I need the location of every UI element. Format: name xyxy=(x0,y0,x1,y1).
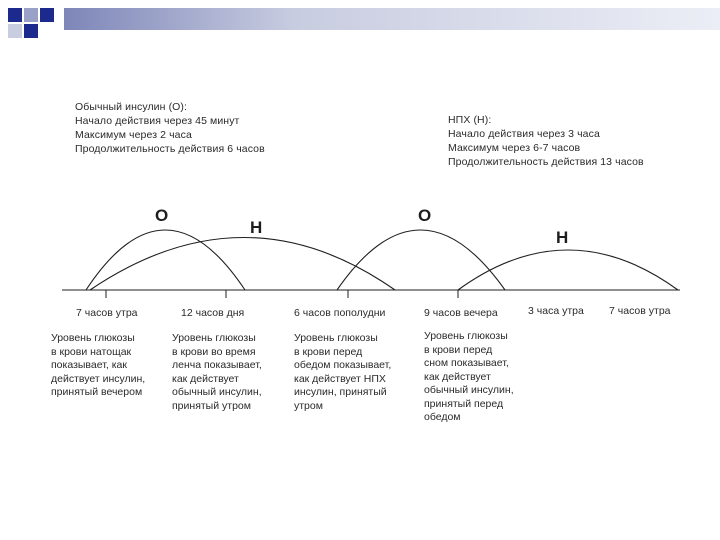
note-lunch xyxy=(172,332,262,413)
note-line: обедом показывает, xyxy=(294,359,392,371)
note-line: инсулин, принятый xyxy=(294,386,387,398)
note-fasting xyxy=(51,332,145,400)
note-line: обычный инсулин, xyxy=(424,384,514,396)
note-line: утром xyxy=(294,399,323,412)
note-line: сном показывает, xyxy=(424,357,509,369)
time-label-12pm: 12 часов дня xyxy=(181,307,245,319)
curve-label-nph-evening: Н xyxy=(556,228,569,247)
curve-label-nph-morning: Н xyxy=(250,218,263,237)
note-line: принятый утром xyxy=(172,399,251,412)
note-line: принятый вечером xyxy=(51,386,143,398)
note-line: в крови перед xyxy=(294,345,363,358)
note-line: показывает, как xyxy=(51,359,127,371)
curve-label-regular-morning: О xyxy=(155,206,169,225)
note-line: в крови во время xyxy=(172,345,256,358)
note-line: в крови натощак xyxy=(51,345,132,358)
note-line: обедом xyxy=(424,411,461,423)
nph-curve-morning xyxy=(90,238,395,291)
legend-regular-line: Максимум через 2 часа xyxy=(75,129,192,141)
time-label-6pm: 6 часов пополудни xyxy=(294,307,386,319)
legend-nph-line: Начало действия через 3 часа xyxy=(448,128,600,140)
legend-regular-line: Начало действия через 45 минут xyxy=(75,115,240,127)
legend-nph-line: Продолжительность действия 13 часов xyxy=(448,156,644,168)
note-line: в крови перед xyxy=(424,343,493,356)
note-line: Уровень глюкозы xyxy=(424,330,508,342)
legend-regular-line: Обычный инсулин (О): xyxy=(75,101,188,113)
note-bedtime xyxy=(424,330,514,425)
note-line: принятый перед xyxy=(424,397,504,410)
note-line: как действует xyxy=(424,370,491,383)
nph-curve-evening xyxy=(458,250,678,290)
note-line: как действует xyxy=(172,372,239,385)
note-line: Уровень глюкозы xyxy=(294,332,378,344)
legend-regular-line: Продолжительность действия 6 часов xyxy=(75,143,265,155)
note-line: действует инсулин, xyxy=(51,372,146,385)
note-line: как действует НПХ xyxy=(294,372,386,385)
regular-curve-evening xyxy=(337,230,505,290)
time-label-3am: 3 часа утра xyxy=(528,305,584,317)
time-label-7am: 7 часов утра xyxy=(76,307,138,319)
note-line: Уровень глюкозы xyxy=(172,332,256,344)
note-line: Уровень глюкозы xyxy=(51,332,135,344)
time-label-9pm: 9 часов вечера xyxy=(424,307,498,319)
note-dinner xyxy=(294,332,391,413)
note-line: обычный инсулин, xyxy=(172,386,262,398)
legend-nph-line: Максимум через 6-7 часов xyxy=(448,142,581,154)
curve-label-regular-evening: О xyxy=(418,206,432,225)
time-label-7am-next: 7 часов утра xyxy=(609,305,671,317)
note-line: ленча показывает, xyxy=(172,359,262,371)
legend-nph-line: НПХ (Н): xyxy=(448,114,492,126)
